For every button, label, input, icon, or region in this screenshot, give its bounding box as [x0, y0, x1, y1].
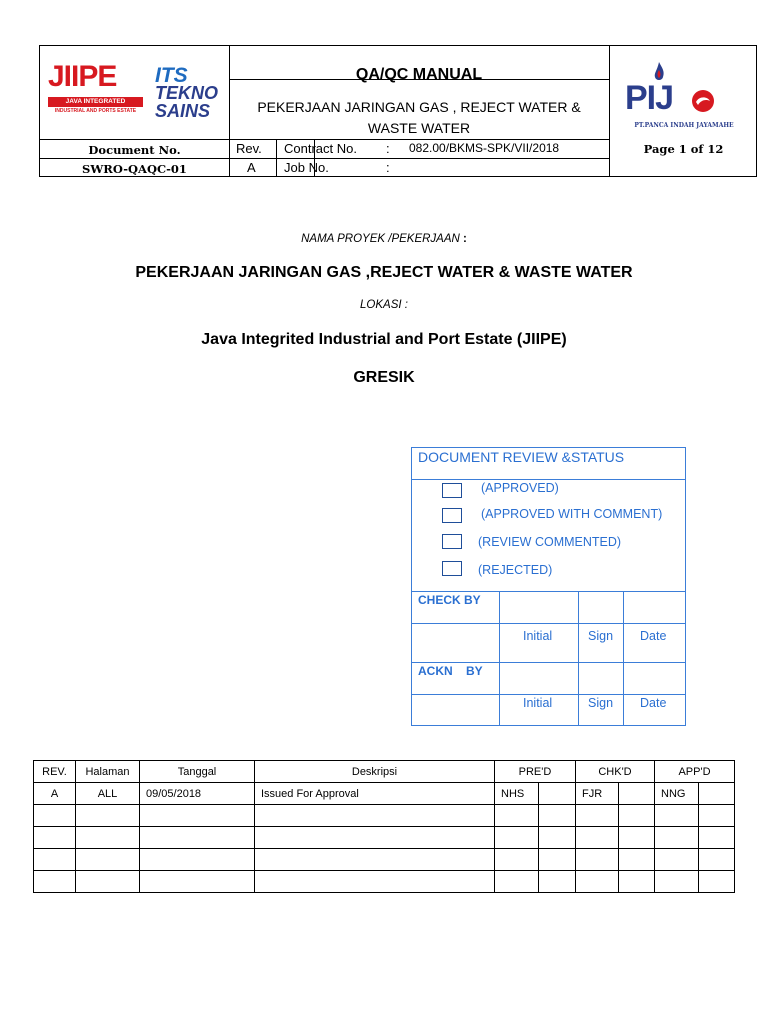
contract-no-separator: : [386, 141, 390, 156]
header-tanggal: Tanggal [140, 761, 255, 783]
contract-no-value: 082.00/BKMS-SPK/VII/2018 [409, 141, 560, 155]
job-no-separator: : [386, 160, 390, 175]
table-row [34, 783, 735, 805]
pij-company-name: PT.PANCA INDAH JAYAMAHE [634, 122, 734, 129]
review-commented-label: (REVIEW COMMENTED) [478, 535, 622, 549]
rev-label: Rev. [236, 141, 262, 156]
header-chkd: CHK'D [576, 761, 655, 783]
location-label: LOKASI : [360, 299, 408, 311]
contract-no-label: Contract No. [284, 141, 357, 156]
row-appd-sign [699, 783, 735, 805]
approved-with-comment-checkbox[interactable] [442, 508, 462, 523]
check-by-label: CHECK BY [418, 593, 481, 607]
pij-swirl-icon [690, 88, 716, 114]
review-title: DOCUMENT REVIEW &STATUS [418, 449, 625, 465]
row-chkd: FJR [576, 783, 619, 805]
sains-logo-text: SAINS [155, 101, 211, 121]
row-rev: A [34, 783, 76, 805]
job-no-label: Job No. [284, 160, 329, 175]
row-appd: NNG [655, 783, 699, 805]
approved-checkbox[interactable] [442, 483, 462, 498]
rejected-label: (REJECTED) [478, 563, 553, 577]
header-pred: PRE'D [495, 761, 576, 783]
jiipe-logo-tagline: JAVA INTEGRATED [48, 97, 143, 107]
row-chkd-sign [619, 783, 655, 805]
manual-subtitle [229, 97, 609, 139]
manual-title: QA/QC MANUAL [355, 66, 483, 83]
city-name: GRESIK [353, 369, 415, 386]
ackn-by-initial-label: Initial [523, 696, 553, 710]
row-pred: NHS [495, 783, 539, 805]
header-halaman: Halaman [76, 761, 140, 783]
row-pred-sign [539, 783, 576, 805]
rejected-checkbox[interactable] [442, 561, 462, 576]
check-by-sign-label: Sign [588, 629, 614, 643]
row-halaman: ALL [76, 783, 140, 805]
header-deskripsi: Deskripsi [255, 761, 495, 783]
subtitle-line-2: WASTE WATER [367, 120, 471, 136]
ackn-by-label: ACKN BY [418, 664, 483, 678]
revision-table [33, 760, 735, 893]
page-number: Page 1 of 12 [643, 142, 724, 156]
pij-logo-text: PIJ [625, 79, 674, 117]
approved-with-comment-label: (APPROVED WITH COMMENT) [481, 507, 663, 521]
location-value: Java Integrited Industrial and Port Estate (JIIPE) [201, 331, 567, 348]
project-name: PEKERJAAN JARINGAN GAS ,REJECT WATER & WASTE WATER [135, 264, 633, 281]
table-row [34, 871, 735, 893]
check-by-initial-label: Initial [523, 629, 553, 643]
document-no-label: Document No. [88, 143, 181, 157]
revision-table-header [34, 761, 735, 783]
jiipe-logo-tagline2: INDUSTRIAL AND PORTS ESTATE [54, 108, 137, 114]
table-row [34, 805, 735, 827]
project-name-label-line [0, 233, 768, 245]
tekno-logo-text: TEKNO [155, 83, 218, 103]
project-name-colon: : [463, 233, 467, 245]
header-appd: APP'D [655, 761, 735, 783]
review-commented-checkbox[interactable] [442, 534, 462, 549]
its-logo-text: ITS [155, 64, 188, 87]
subtitle-line-1: PEKERJAAN JARINGAN GAS , REJECT WATER & [257, 99, 581, 115]
project-name-label: NAMA PROYEK /PEKERJAAN [301, 233, 460, 245]
document-no-value: SWRO-QAQC-01 [82, 162, 187, 176]
table-row [34, 849, 735, 871]
approved-label: (APPROVED) [481, 481, 559, 495]
ackn-by-sign-label: Sign [588, 696, 614, 710]
row-deskripsi: Issued For Approval [255, 783, 495, 805]
jiipe-logo-text: JIIPE [48, 60, 117, 93]
header-rev: REV. [34, 761, 76, 783]
rev-value: A [247, 160, 256, 175]
ackn-by-date-label: Date [640, 696, 667, 710]
table-row [34, 827, 735, 849]
document-review-box [411, 447, 686, 726]
document-header [39, 45, 757, 177]
check-by-date-label: Date [640, 629, 667, 643]
row-tanggal: 09/05/2018 [140, 783, 255, 805]
